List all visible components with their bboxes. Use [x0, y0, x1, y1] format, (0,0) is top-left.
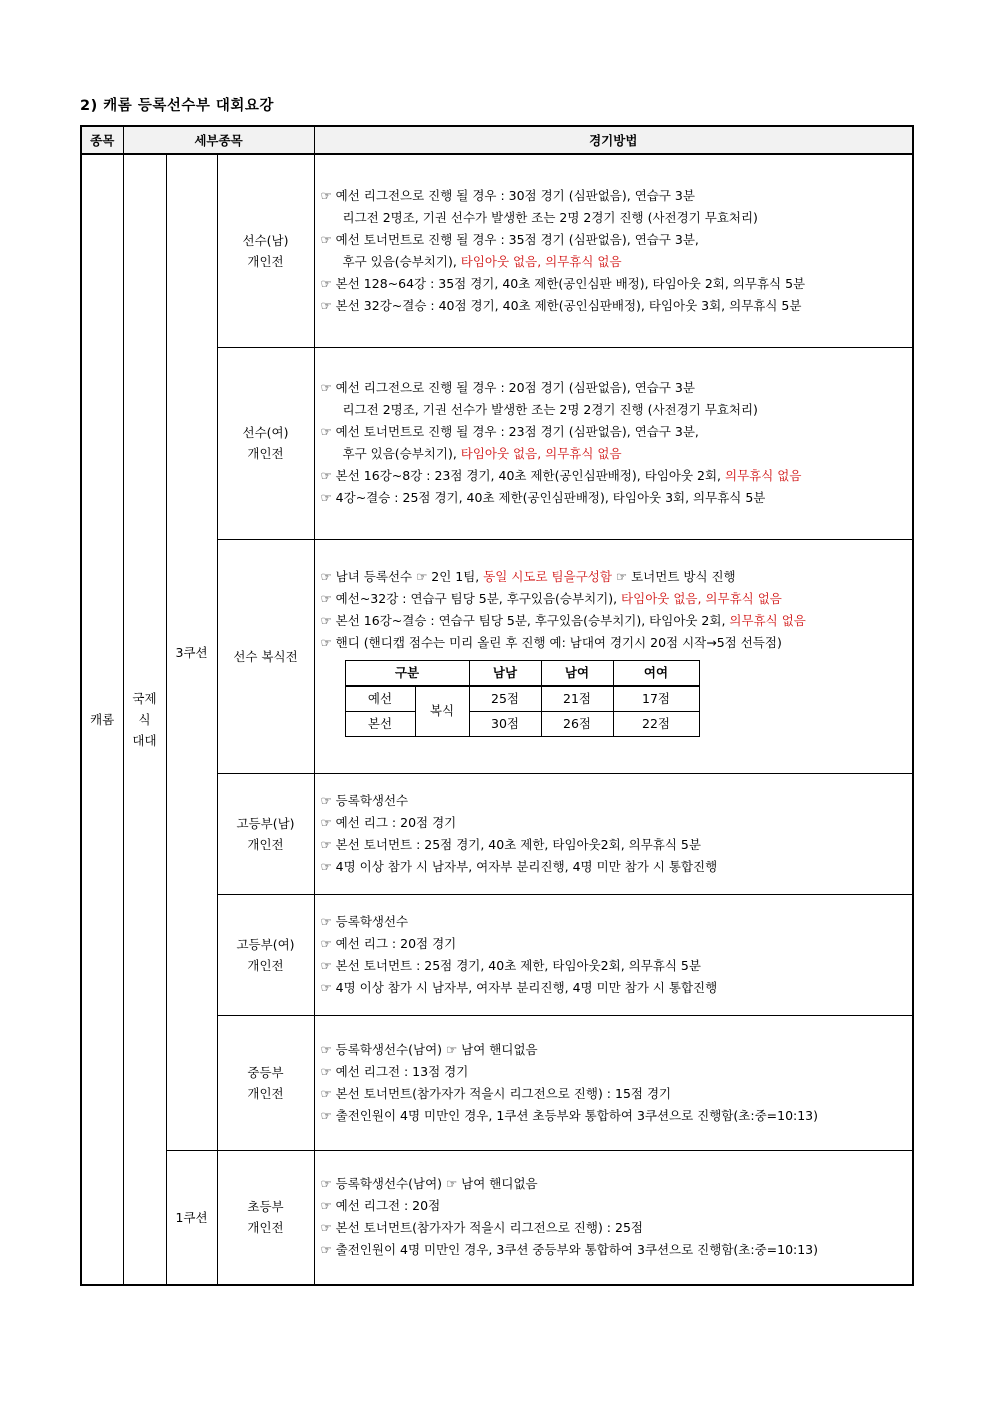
method-line: [321, 955, 907, 977]
method-text: ☞ 예선 리그전으로 진행 될 경우 : 30점 경기 (심판없음), 연습구 3분: [320, 187, 695, 203]
method-line: [321, 632, 907, 654]
method-text: 리그전 2명조, 기권 선수가 발생한 조는 2명 2경기 진행 (사전경기 무효처리): [342, 209, 758, 225]
section-name-label: 선수 복식전: [233, 648, 298, 664]
section-method: [314, 539, 913, 773]
method-text: ☞ 출전인원이 4명 미만인 경우, 1쿠션 초등부와 통합하여 3쿠션으로 진행함(초:중=10:13): [320, 1107, 819, 1123]
method-text: ☞ 본선 128~64강 : 35점 경기, 40초 제한(공인심판 배정), 타임아웃 2회, 의무휴식 5분: [320, 275, 806, 291]
method-text: ☞ 예선 리그 : 20점 경기: [320, 814, 457, 830]
method-line: [321, 251, 907, 273]
section-method: [314, 1015, 913, 1150]
method-line: [321, 911, 907, 933]
method-line: [321, 421, 907, 443]
highlight-text: 동일 시도로 팀을구성함: [483, 568, 612, 584]
method-line: [321, 812, 907, 834]
method-text: ☞ 본선 16강~결승 : 연습구 팀당 5분, 후구있음(승부치기), 타임아웃 2회,: [320, 612, 730, 628]
method-text: 후구 있음(승부치기),: [342, 253, 461, 269]
page-title: 2) 캐롬 등록선수부 대회요강: [80, 98, 274, 114]
handicap-header: 구분: [345, 660, 469, 686]
method-lines: [321, 1173, 907, 1261]
method-text: 리그전 2명조, 기권 선수가 발생한 조는 2명 2경기 진행 (사전경기 무효처리): [342, 402, 758, 417]
method-line: [321, 1195, 907, 1217]
method-text: ☞ 본선 토너먼트(참가자가 적을시 리그전으로 진행) : 15점 경기: [320, 1085, 672, 1101]
method-line: [321, 377, 907, 399]
section-method: [314, 1150, 913, 1285]
handicap-value: 30점: [469, 711, 541, 736]
section-method: [314, 154, 913, 347]
method-text: ☞ 예선 리그전으로 진행 될 경우 : 20점 경기 (심판없음), 연습구 3분: [320, 380, 695, 395]
highlight-text: 타임아웃 없음, 의무휴식 없음: [460, 446, 622, 461]
method-text: ☞ 4명 이상 참가 시 남자부, 여자부 분리진행, 4명 미만 참가 시 통합진행: [320, 979, 718, 995]
handicap-row-label: 본선: [345, 711, 415, 736]
table-row: [81, 154, 913, 347]
method-text: ☞ 본선 토너먼트 : 25점 경기, 40초 제한, 타임아웃2회, 의무휴식 5분: [320, 836, 701, 852]
method-line: [321, 1239, 907, 1261]
section-name-label: 중등부 개인전: [247, 1064, 284, 1101]
section-method: [314, 773, 913, 894]
handicap-header-row: [345, 660, 699, 686]
method-text: ☞ 예선 리그전 : 20점: [320, 1198, 441, 1214]
header-event: 종목: [81, 126, 123, 154]
category-label: 국제 식 대대: [132, 691, 157, 748]
event-cell: 캐롬: [81, 154, 123, 1285]
method-line: [321, 1083, 907, 1105]
highlight-text: 의무휴식 없음: [725, 468, 802, 483]
table-row: [81, 1150, 913, 1285]
method-line: [321, 1173, 907, 1195]
method-text: ☞ 예선 토너먼트로 진행 될 경우 : 23점 경기 (심판없음), 연습구 3분,: [320, 424, 699, 439]
handicap-value: 21점: [541, 686, 613, 712]
method-line: [321, 273, 907, 295]
method-text: ☞ 본선 토너먼트(참가자가 적을시 리그전으로 진행) : 25점: [320, 1220, 643, 1236]
method-text: ☞ 본선 16강~8강 : 23점 경기, 40초 제한(공인심판배정), 타임아웃 2회,: [320, 468, 725, 483]
method-line: [321, 856, 907, 878]
section-method: [314, 894, 913, 1015]
method-line: [321, 399, 907, 421]
method-text: ☞ 본선 32강~결승 : 40점 경기, 40초 제한(공인심판배정), 타임아웃 3회, 의무휴식 5분: [320, 297, 802, 313]
section-name: [217, 1015, 314, 1150]
handicap-value: 22점: [613, 711, 699, 736]
handicap-value: 25점: [469, 686, 541, 712]
method-line: [321, 207, 907, 229]
method-text: ☞ 토너먼트 방식 진행: [611, 568, 736, 584]
method-line: [321, 933, 907, 955]
handicap-type: 복식: [415, 686, 469, 737]
handicap-row: [345, 686, 699, 712]
method-line: [321, 977, 907, 999]
method-lines: [321, 377, 907, 509]
method-text: 후구 있음(승부치기),: [342, 446, 461, 461]
method-text: ☞ 남녀 등록선수 ☞ 2인 1팀,: [320, 568, 484, 584]
section-name-label: 선수(여) 개인전: [242, 425, 289, 461]
section-name: [217, 1150, 314, 1285]
method-text: ☞ 예선~32강 : 연습구 팀당 5분, 후구있음(승부치기),: [320, 590, 622, 606]
method-text: ☞ 출전인원이 4명 미만인 경우, 3쿠션 중등부와 통합하여 3쿠션으로 진행함(초:중=10:13): [320, 1242, 819, 1258]
method-line: [321, 487, 907, 509]
method-text: ☞ 예선 토너먼트로 진행 될 경우 : 35점 경기 (심판없음), 연습구 3분,: [320, 231, 699, 247]
method-text: ☞ 등록학생선수(남여) ☞ 남여 핸디없음: [320, 1041, 538, 1057]
method-line: [321, 834, 907, 856]
method-line: [321, 1061, 907, 1083]
method-line: [321, 229, 907, 251]
method-text: ☞ 예선 리그 : 20점 경기: [320, 935, 457, 951]
handicap-header: 여여: [613, 660, 699, 686]
method-line: [321, 588, 907, 610]
method-line: [321, 295, 907, 317]
section-name: [217, 539, 314, 773]
highlight-text: 의무휴식 없음: [729, 612, 806, 628]
method-lines: [321, 185, 907, 317]
handicap-value: 17점: [613, 686, 699, 712]
handicap-header: 남여: [541, 660, 613, 686]
category-cell: [123, 154, 166, 1285]
method-lines: [321, 790, 907, 878]
section-name: [217, 154, 314, 347]
section-method: [314, 347, 913, 539]
highlight-text: 타임아웃 없음, 의무휴식 없음: [460, 253, 622, 269]
header-method: 경기방법: [314, 126, 913, 154]
section-name-label: 고등부(여) 개인전: [236, 936, 295, 973]
method-text: ☞ 4강~결승 : 25점 경기, 40초 제한(공인심판배정), 타임아웃 3회, 의무휴식 5분: [320, 490, 766, 505]
method-text: ☞ 등록학생선수(남여) ☞ 남여 핸디없음: [320, 1176, 538, 1192]
section-name: [217, 347, 314, 539]
handicap-table: [345, 660, 700, 737]
method-lines: [321, 566, 907, 654]
method-text: ☞ 핸디 (핸디캡 점수는 미리 올린 후 진행 예: 남대여 경기시 20점 시작→5점 선득점): [320, 634, 782, 650]
method-text: ☞ 등록학생선수: [320, 792, 409, 808]
method-lines: [321, 1039, 907, 1127]
handicap-row: [345, 711, 699, 736]
section-name-label: 고등부(남) 개인전: [236, 815, 295, 852]
method-text: ☞ 4명 이상 참가 시 남자부, 여자부 분리진행, 4명 미만 참가 시 통합진행: [320, 858, 718, 874]
method-line: [321, 185, 907, 207]
handicap-value: 26점: [541, 711, 613, 736]
method-line: [321, 1105, 907, 1127]
method-text: ☞ 등록학생선수: [320, 913, 409, 929]
cushion1-cell: 1쿠션: [166, 1150, 217, 1285]
cushion3-cell: 3쿠션: [166, 154, 217, 1150]
rules-table: [80, 125, 914, 1286]
section-name-label: 초등부 개인전: [247, 1199, 284, 1236]
section-name: [217, 773, 314, 894]
method-line: [321, 790, 907, 812]
header-sub-event: 세부종목: [123, 126, 314, 154]
method-line: [321, 443, 907, 465]
section-name: [217, 894, 314, 1015]
method-text: ☞ 예선 리그전 : 13점 경기: [320, 1063, 469, 1079]
method-line: [321, 566, 907, 588]
header-row: [81, 126, 913, 154]
method-text: ☞ 본선 토너먼트 : 25점 경기, 40초 제한, 타임아웃2회, 의무휴식 5분: [320, 957, 701, 973]
method-line: [321, 1039, 907, 1061]
handicap-row-label: 예선: [345, 686, 415, 712]
method-line: [321, 610, 907, 632]
handicap-header: 남남: [469, 660, 541, 686]
method-lines: [321, 911, 907, 999]
method-line: [321, 1217, 907, 1239]
highlight-text: 타임아웃 없음, 의무휴식 없음: [621, 590, 782, 606]
method-line: [321, 465, 907, 487]
section-name-label: 선수(남) 개인전: [242, 232, 289, 269]
